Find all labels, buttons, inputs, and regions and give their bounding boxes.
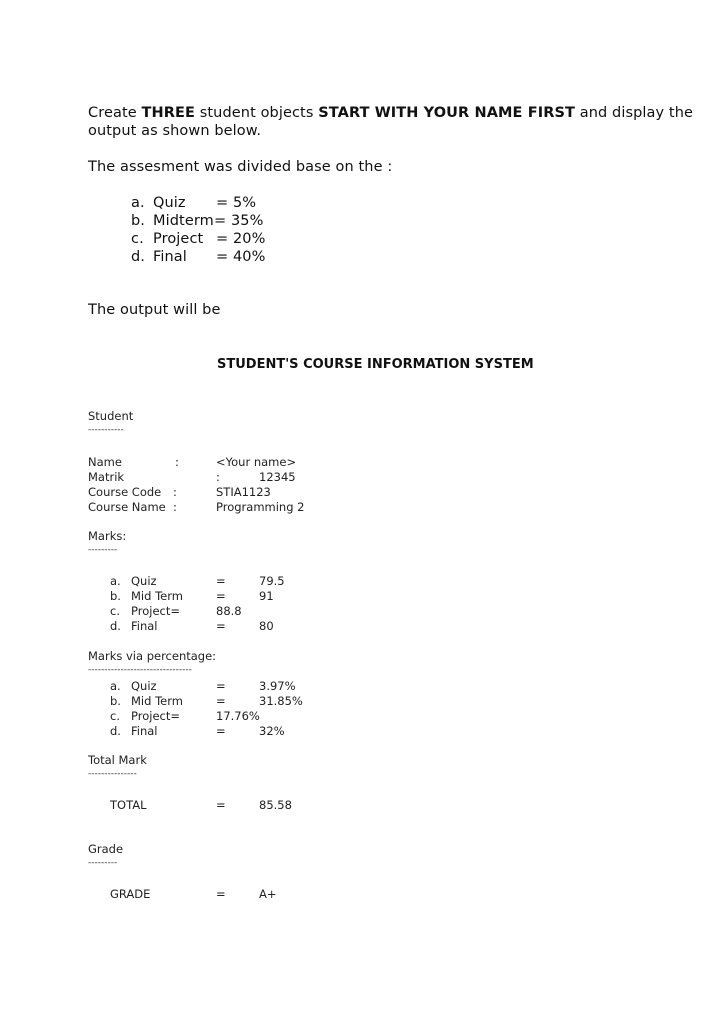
total-equals: = [216,798,226,812]
pct-item-name: Final [131,724,158,738]
marks-item-name: Quiz [131,574,157,588]
marks-letter: c. [110,604,120,618]
grade-label: GRADE [110,887,151,901]
instruction-text: and display the [575,105,694,121]
grade-underline: --------- [88,858,118,868]
assessment-name: Quiz [153,195,186,211]
assessment-name: Midterm [153,213,214,229]
pct-equals: = [216,679,226,693]
assessment-weight: = 35% [214,213,264,229]
grade-heading: Grade [88,842,124,856]
pct-letter: a. [110,679,121,693]
assessment-name: Final [153,249,187,265]
marks-value: 91 [259,589,274,603]
info-value-course-name: Programming 2 [216,500,305,514]
marks-heading: Marks: [88,529,127,543]
pct-underline: -------------------------------- [88,665,192,675]
pct-heading: Marks via percentage: [88,649,217,663]
pct-item-name: Project= [131,709,180,723]
info-value-matrik: 12345 [259,470,296,484]
pct-value: 31.85% [259,694,303,708]
assessment-weight: = 5% [216,195,257,211]
pct-letter: b. [110,694,121,708]
pct-equals: = [216,724,226,738]
pct-item-name: Mid Term [131,694,183,708]
info-label: Course Name [88,500,166,514]
marks-underline: --------- [88,545,118,555]
assessment-name: Project [153,231,204,247]
marks-letter: d. [110,619,121,633]
total-underline: --------------- [88,769,137,779]
info-label: Name [88,455,122,469]
assessment-intro: The assesment was divided base on the : [88,159,393,175]
pct-value: 17.76% [216,709,260,723]
assessment-weight: = 40% [216,249,266,265]
output-intro: The output will be [88,302,221,318]
marks-equals: = [216,619,226,633]
instruction-text: student objects [195,105,319,121]
marks-letter: a. [110,574,121,588]
instruction-text: Create [88,105,142,121]
assessment-letter: a. [131,195,145,211]
instruction-emphasis-name-first: START WITH YOUR NAME FIRST [318,105,576,121]
pct-item-name: Quiz [131,679,157,693]
info-value-name: <Your name> [216,455,297,469]
marks-value: 79.5 [259,574,285,588]
grade-equals: = [216,887,226,901]
marks-item-name: Mid Term [131,589,183,603]
assessment-letter: b. [131,213,146,229]
pct-letter: d. [110,724,121,738]
total-label: TOTAL [110,798,147,812]
info-value-course-code: STIA1123 [216,485,271,499]
info-colon: : [175,455,179,469]
pct-letter: c. [110,709,120,723]
assessment-letter: d. [131,249,146,265]
pct-value: 3.97% [259,679,296,693]
marks-item-name: Project= [131,604,180,618]
marks-item-name: Final [131,619,158,633]
info-colon: : [173,485,177,499]
grade-value: A+ [259,887,277,901]
assessment-weight: = 20% [216,231,266,247]
student-heading: Student [88,409,134,423]
marks-letter: b. [110,589,121,603]
marks-value: 88.8 [216,604,242,618]
instruction-line-1 [88,105,693,121]
pct-value: 32% [259,724,285,738]
info-colon: : [216,470,220,484]
marks-equals: = [216,589,226,603]
marks-equals: = [216,574,226,588]
student-underline: ----------- [88,425,124,435]
instruction-line-2: output as shown below. [88,123,262,139]
total-value: 85.58 [259,798,292,812]
instruction-emphasis-three: THREE [141,105,196,121]
assessment-letter: c. [131,231,144,247]
marks-value: 80 [259,619,274,633]
total-heading: Total Mark [88,753,147,767]
info-label: Course Code [88,485,162,499]
info-colon: : [173,500,177,514]
pct-equals: = [216,694,226,708]
info-label: Matrik [88,470,125,484]
output-title: STUDENT'S COURSE INFORMATION SYSTEM [217,357,534,372]
